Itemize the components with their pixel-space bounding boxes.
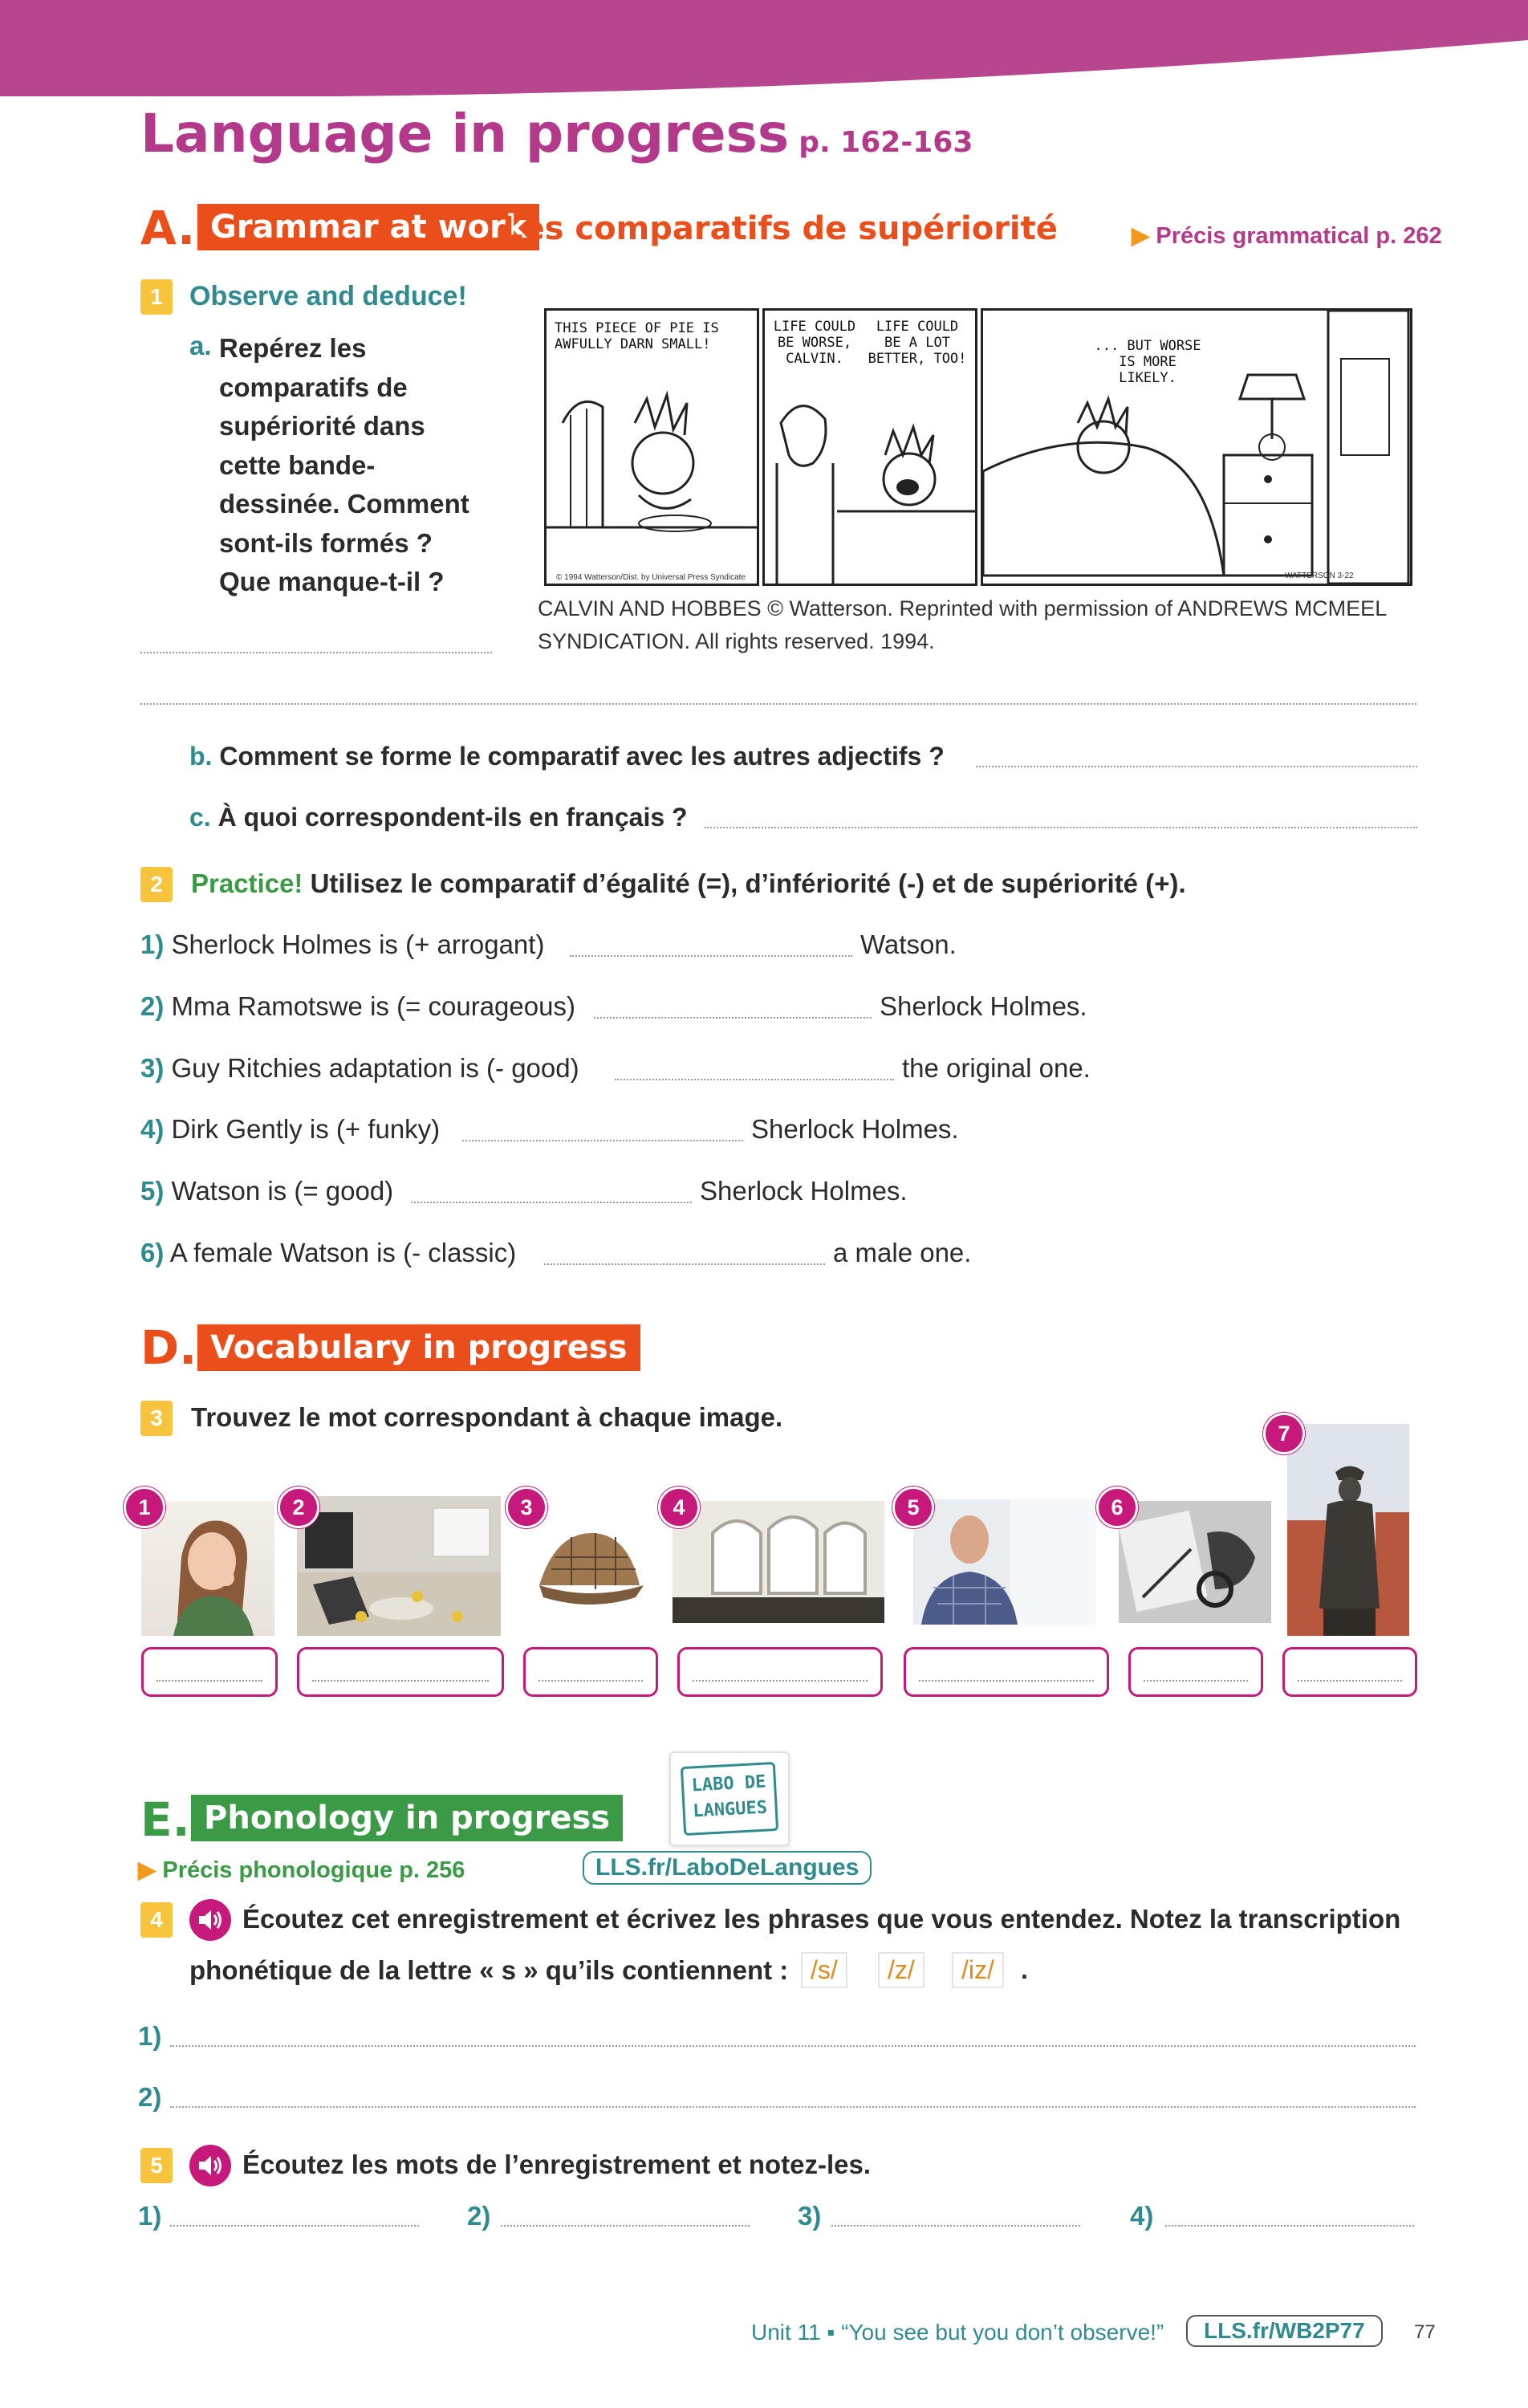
dictation-line-2[interactable] bbox=[170, 2106, 1416, 2108]
labo-de-langues-link[interactable]: LLS.fr/LaboDeLangues bbox=[583, 1851, 872, 1885]
page-title: Language in progress p. 162-163 bbox=[140, 103, 973, 165]
word-4-number: 4) bbox=[1130, 2201, 1154, 2231]
practice-item-4: 4) Dirk Gently is (+ funky) bbox=[140, 1114, 441, 1144]
exercise-4-instruction-line1: Écoutez cet enregistrement et écrivez les phrases que vous entendez. Notez la transcription bbox=[242, 1904, 1401, 1934]
dictation-line-1[interactable] bbox=[170, 2045, 1416, 2047]
question-c: c. À quoi correspondent-ils en français ? bbox=[189, 803, 688, 832]
vocab-answer-box-3[interactable] bbox=[523, 1647, 658, 1697]
practice-item-5: 5) Watson is (= good) bbox=[140, 1176, 394, 1206]
exercise-4-badge: 4 bbox=[140, 1902, 173, 1938]
photo-man-on-phone bbox=[913, 1499, 1096, 1625]
comic-speech-bubble-3: LIFE COULD BE A LOT BETTER, TOO! bbox=[868, 319, 967, 367]
photo-deerstalker-hat bbox=[523, 1509, 653, 1629]
photo-laughing-woman bbox=[141, 1501, 274, 1636]
photo-sherlock-statue bbox=[1287, 1424, 1409, 1636]
ipa-s: /s/ bbox=[801, 1952, 847, 1988]
practice-item-4-after: Sherlock Holmes. bbox=[751, 1114, 959, 1144]
exercise-1-badge: 1 bbox=[140, 279, 173, 315]
practice-item-5-after: Sherlock Holmes. bbox=[700, 1176, 908, 1206]
section-e-letter: E. bbox=[140, 1792, 190, 1847]
vocab-answer-box-5[interactable] bbox=[904, 1647, 1109, 1697]
triangle-arrow-icon: ▶ bbox=[1132, 223, 1156, 249]
word-3-number: 3) bbox=[798, 2201, 822, 2231]
image-number-3: 3 bbox=[506, 1487, 547, 1528]
question-a-text: Repérez les comparatifs de supériorité dans cette bande- dessinée. Comment sont-ils formés ? Que manque-t-il ? bbox=[219, 333, 469, 596]
vocab-answer-box-2[interactable] bbox=[297, 1647, 504, 1697]
comic-speech-bubble-4: ... BUT WORSE IS MORE LIKELY. bbox=[1094, 338, 1201, 386]
footer-link[interactable]: LLS.fr/WB2P77 bbox=[1186, 2315, 1383, 2347]
vocab-answer-box-4[interactable] bbox=[677, 1647, 883, 1697]
laughing-woman-image bbox=[141, 1501, 274, 1636]
practice-item-1-after: Watson. bbox=[860, 929, 957, 959]
man-on-phone-image bbox=[913, 1499, 1096, 1625]
comic-copyright-small: © 1994 Watterson/Dist. by Universal Press Syndicate bbox=[556, 573, 746, 582]
calvin-eating-pie-drawing bbox=[547, 359, 757, 584]
section-d-letter: D. bbox=[140, 1320, 197, 1375]
top-band bbox=[0, 0, 1528, 96]
word-line-2[interactable] bbox=[501, 2225, 750, 2227]
practice-item-2-after: Sherlock Holmes. bbox=[880, 991, 1087, 1021]
vocab-answer-box-6[interactable] bbox=[1128, 1647, 1263, 1697]
answer-line-c[interactable] bbox=[705, 827, 1417, 828]
word-line-1[interactable] bbox=[170, 2225, 419, 2227]
comic-credit: CALVIN AND HOBBES © Watterson. Reprinted with permission of ANDREWS MCMEEL SYNDICATION. All rights reserved. 1994. bbox=[538, 596, 1388, 653]
phonology-reference-link[interactable]: ▶ Précis phonologique p. 256 bbox=[138, 1857, 465, 1883]
practice-item-2: 2) Mma Ramotswe is (= courageous) bbox=[140, 991, 575, 1021]
word-line-3[interactable] bbox=[831, 2225, 1080, 2227]
section-e-badge: Phonology in progress bbox=[191, 1795, 623, 1841]
grammar-reference-link[interactable]: ▶ Précis grammatical p. 262 bbox=[1132, 223, 1442, 249]
practice-blank-3[interactable] bbox=[615, 1079, 894, 1080]
exercise-3-instruction: Trouvez le mot correspondant à chaque image. bbox=[191, 1402, 783, 1432]
comic-panel-1 bbox=[544, 308, 759, 586]
exercise-2-instruction: Practice! Utilisez le comparatif d’égalité (=), d’infériorité (-) et de supériorité (+). bbox=[191, 868, 1186, 898]
exercise-1-heading: Observe and deduce! bbox=[189, 281, 467, 311]
practice-blank-5[interactable] bbox=[411, 1202, 692, 1203]
section-a-letter: A. bbox=[140, 201, 195, 255]
photo-crime-scene-room bbox=[297, 1496, 501, 1636]
image-number-2: 2 bbox=[278, 1487, 319, 1528]
audio-play-button-5[interactable] bbox=[189, 2145, 231, 2186]
comic-panel-2 bbox=[762, 308, 977, 586]
footer-unit: Unit 11 ▪ “You see but you don’t observe!” bbox=[751, 2320, 1164, 2345]
image-number-4: 4 bbox=[658, 1487, 700, 1528]
word-1-number: 1) bbox=[138, 2201, 162, 2231]
exercise-5-badge: 5 bbox=[140, 2148, 173, 2183]
word-line-4[interactable] bbox=[1165, 2225, 1414, 2227]
page-number: 77 bbox=[1414, 2321, 1436, 2343]
practice-blank-2[interactable] bbox=[594, 1017, 872, 1019]
image-number-5: 5 bbox=[892, 1487, 934, 1528]
calvin-in-bed-drawing bbox=[983, 311, 1410, 584]
triangle-arrow-icon: ▶ bbox=[138, 1857, 163, 1883]
image-number-7: 7 bbox=[1263, 1413, 1305, 1454]
crime-scene-room-image bbox=[297, 1496, 501, 1636]
comic-speech-bubble-2: LIFE COULD BE WORSE, CALVIN. bbox=[773, 319, 856, 367]
practice-item-6-after: a male one. bbox=[833, 1238, 972, 1267]
sherlock-statue-image bbox=[1287, 1424, 1409, 1636]
section-a-badge: Grammar at work bbox=[197, 204, 539, 250]
comic-signature: WATTERSON 3-22 bbox=[1285, 571, 1354, 580]
word-2-number: 2) bbox=[467, 2201, 491, 2231]
comic-panel-3 bbox=[981, 308, 1412, 586]
answer-line-a2[interactable] bbox=[140, 703, 1416, 705]
labo-de-langues-logo[interactable]: LABO DE LANGUES bbox=[669, 1751, 790, 1846]
calvin-and-mom-drawing bbox=[765, 375, 975, 584]
question-a-letter: a. bbox=[189, 331, 212, 360]
answer-line-a1[interactable] bbox=[140, 652, 492, 653]
practice-item-3-after: the original one. bbox=[902, 1053, 1091, 1083]
deerstalker-hat-image bbox=[523, 1509, 653, 1629]
section-d-badge: Vocabulary in progress bbox=[197, 1324, 640, 1371]
question-b: b. Comment se forme le comparatif avec les autres adjectifs ? bbox=[189, 742, 945, 771]
exercise-3-badge: 3 bbox=[140, 1401, 173, 1436]
exercise-4-end: . bbox=[1021, 1955, 1028, 1984]
dictation-row-1-number: 1) bbox=[138, 2021, 162, 2051]
practice-blank-4[interactable] bbox=[462, 1140, 743, 1141]
practice-label: Practice! bbox=[191, 868, 303, 898]
practice-item-1: 1) Sherlock Holmes is (+ arrogant) bbox=[140, 929, 545, 959]
comic-strip bbox=[544, 308, 1412, 586]
speaker-icon bbox=[197, 2154, 223, 2177]
comic-speech-bubble-1: THIS PIECE OF PIE IS AWFULLY DARN SMALL! bbox=[555, 320, 719, 352]
answer-line-b[interactable] bbox=[976, 766, 1417, 767]
practice-blank-1[interactable] bbox=[570, 955, 852, 957]
dictation-row-2-number: 2) bbox=[138, 2082, 162, 2112]
section-a-subtitle: Les comparatifs de supériorité bbox=[502, 210, 1058, 247]
forensic-tools-image bbox=[1119, 1501, 1271, 1623]
bay-window-image bbox=[673, 1501, 884, 1623]
photo-bay-window bbox=[673, 1501, 884, 1623]
ipa-z: /z/ bbox=[878, 1952, 925, 1988]
exercise-2-badge: 2 bbox=[140, 867, 173, 902]
practice-item-6: 6) A female Watson is (- classic) bbox=[140, 1238, 517, 1267]
ipa-iz: /iz/ bbox=[952, 1952, 1004, 1988]
page-reference: p. 162-163 bbox=[799, 126, 973, 159]
exercise-5-instruction: Écoutez les mots de l’enregistrement et notez-les. bbox=[242, 2150, 872, 2179]
audio-play-button-4[interactable] bbox=[189, 1899, 231, 1941]
exercise-4-instruction-line2: phonétique de la lettre « s » qu’ils contiennent : bbox=[189, 1955, 789, 1985]
practice-item-3: 3) Guy Ritchies adaptation is (- good) bbox=[140, 1053, 579, 1083]
image-number-1: 1 bbox=[124, 1487, 165, 1528]
practice-blank-6[interactable] bbox=[544, 1263, 825, 1265]
vocab-answer-box-7[interactable] bbox=[1282, 1647, 1417, 1697]
photo-forensic-tools bbox=[1119, 1501, 1271, 1623]
vocab-answer-box-1[interactable] bbox=[141, 1647, 278, 1697]
speaker-icon bbox=[197, 1909, 223, 1931]
image-number-6: 6 bbox=[1096, 1487, 1138, 1528]
